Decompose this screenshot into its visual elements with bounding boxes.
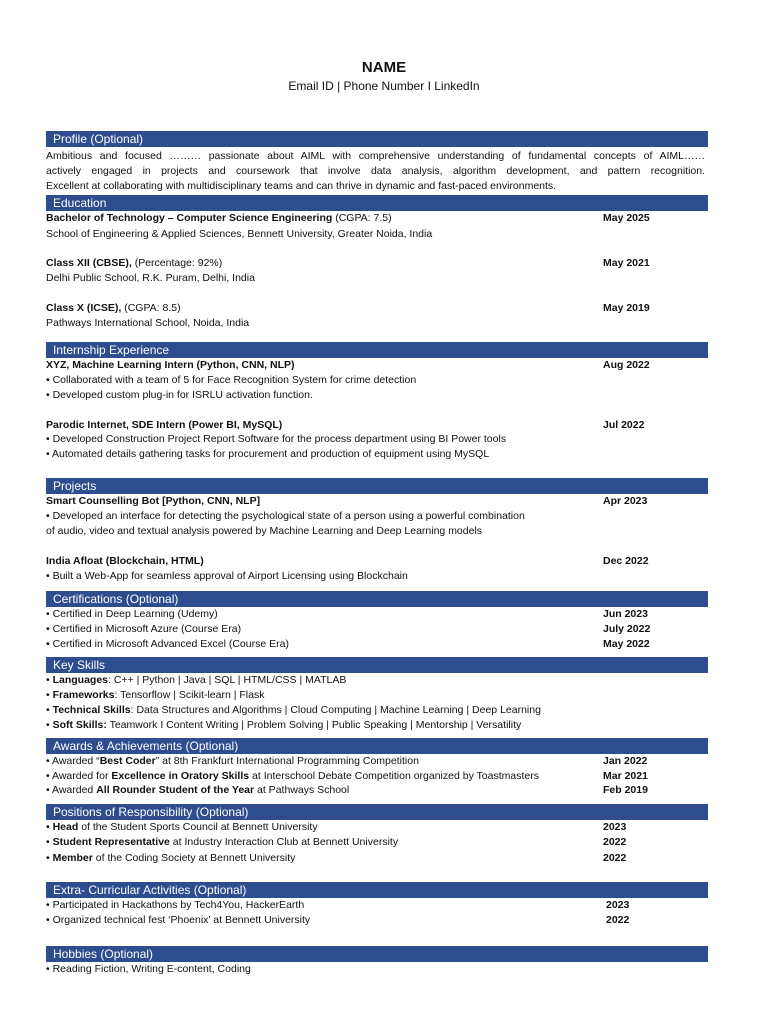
education-date: May 2025 (603, 212, 650, 224)
section-heading-profile: Profile (Optional) (46, 131, 708, 147)
project-bullet: • Developed an interface for detecting the psychological state of a person using a powerful combination (46, 510, 525, 522)
project-bullet: of audio, video and textual analysis powered by Machine Learning and Deep Learning models (46, 525, 483, 537)
project-date: Dec 2022 (603, 555, 649, 567)
position-item: • Member of the Coding Society at Bennett University (46, 852, 296, 864)
award-date: Mar 2021 (603, 770, 648, 782)
internship-bullet: • Automated details gathering tasks for procurement and production of equipment using MySQL (46, 448, 490, 460)
hobbies-line: • Reading Fiction, Writing E-content, Coding (46, 963, 251, 975)
activity-item: • Participated in Hackathons by Tech4You, HackerEarth (46, 899, 305, 911)
award-date: Feb 2019 (603, 784, 648, 796)
certification-date: May 2022 (603, 638, 650, 650)
position-item: • Student Representative at Industry Interaction Club at Bennett University (46, 836, 399, 848)
education-school: School of Engineering & Applied Sciences, Bennett University, Greater Noida, India (46, 228, 433, 240)
activity-date: 2022 (606, 914, 630, 926)
certification-item: • Certified in Microsoft Advanced Excel (Course Era) (46, 638, 289, 650)
activity-date: 2023 (606, 899, 630, 911)
award-item: • Awarded “Best Coder” at 8th Frankfurt International Programming Competition (46, 755, 419, 767)
certification-item: • Certified in Microsoft Azure (Course Era) (46, 623, 242, 635)
education-title: Class X (ICSE), (CGPA: 8.5) (46, 302, 181, 314)
position-item: • Head of the Student Sports Council at Bennett University (46, 821, 318, 833)
section-heading-awards: Awards & Achievements (Optional) (46, 738, 708, 754)
candidate-name: NAME (361, 59, 407, 76)
award-item: • Awarded for Excellence in Oratory Skills at Interschool Debate Competition organized by Toastmasters (46, 770, 539, 782)
award-date: Jan 2022 (603, 755, 648, 767)
profile-line: Excellent at collaborating with multidisciplinary teams and can thrive in dynamic and fast-paced environments. (46, 180, 557, 192)
skill-line: • Languages: C++ | Python | Java | SQL | HTML/CSS | MATLAB (46, 674, 347, 686)
internship-bullet: • Developed custom plug-in for ISRLU activation function. (46, 389, 313, 401)
education-school: Delhi Public School, R.K. Puram, Delhi, India (46, 272, 255, 284)
internship-date: Aug 2022 (603, 359, 650, 371)
certification-item: • Certified in Deep Learning (Udemy) (46, 608, 218, 620)
section-heading-extracurricular: Extra- Curricular Activities (Optional) (46, 882, 708, 898)
certification-date: Jun 2023 (603, 608, 648, 620)
project-title: India Afloat (Blockchain, HTML) (46, 555, 204, 567)
education-title: Class XII (CBSE), (Percentage: 92%) (46, 257, 223, 269)
contact-line: Email ID | Phone Number I LinkedIn (288, 79, 480, 93)
section-heading-projects: Projects (46, 478, 708, 494)
section-heading-internship: Internship Experience (46, 342, 708, 358)
section-heading-skills: Key Skills (46, 657, 708, 673)
project-title: Smart Counselling Bot [Python, CNN, NLP] (46, 495, 261, 507)
skill-line: • Technical Skills: Data Structures and Algorithms | Cloud Computing | Machine Learning | Deep Learning (46, 704, 541, 716)
education-date: May 2019 (603, 302, 650, 314)
activity-item: • Organized technical fest ‘Phoenix’ at Bennett University (46, 914, 311, 926)
education-date: May 2021 (603, 257, 650, 269)
section-heading-positions: Positions of Responsibility (Optional) (46, 804, 708, 820)
position-date: 2023 (603, 821, 627, 833)
education-title: Bachelor of Technology – Computer Science Engineering (CGPA: 7.5) (46, 212, 392, 224)
certification-date: July 2022 (603, 623, 651, 635)
internship-title: Parodic Internet, SDE Intern (Power BI, MySQL) (46, 419, 283, 431)
award-item: • Awarded All Rounder Student of the Year at Pathways School (46, 784, 350, 796)
skill-line: • Frameworks: Tensorflow | Scikit-learn | Flask (46, 689, 265, 701)
internship-title: XYZ, Machine Learning Intern (Python, CNN, NLP) (46, 359, 295, 371)
profile-line: Ambitious and focused ……… passionate about AIML with comprehensive understanding of fundamental concepts of AIML…… (46, 150, 705, 162)
position-date: 2022 (603, 836, 627, 848)
profile-summary (46, 149, 705, 194)
internship-bullet: • Developed Construction Project Report Software for the process department using BI Power tools (46, 433, 507, 445)
skill-line: • Soft Skills: Teamwork I Content Writing | Problem Solving | Public Speaking | Mentorship | Versatility (46, 719, 522, 731)
section-heading-education: Education (46, 195, 708, 211)
internship-date: Jul 2022 (603, 419, 645, 431)
section-heading-hobbies: Hobbies (Optional) (46, 946, 708, 962)
project-bullet: • Built a Web-App for seamless approval of Airport Licensing using Blockchain (46, 570, 408, 582)
profile-line: actively engaged in projects and coursework that involve data analysis, algorithm development, and pattern recognition. (46, 165, 705, 177)
section-heading-certifications: Certifications (Optional) (46, 591, 708, 607)
position-date: 2022 (603, 852, 627, 864)
project-date: Apr 2023 (603, 495, 648, 507)
education-school: Pathways International School, Noida, India (46, 317, 250, 329)
internship-bullet: • Collaborated with a team of 5 for Face Recognition System for crime detection (46, 374, 417, 386)
